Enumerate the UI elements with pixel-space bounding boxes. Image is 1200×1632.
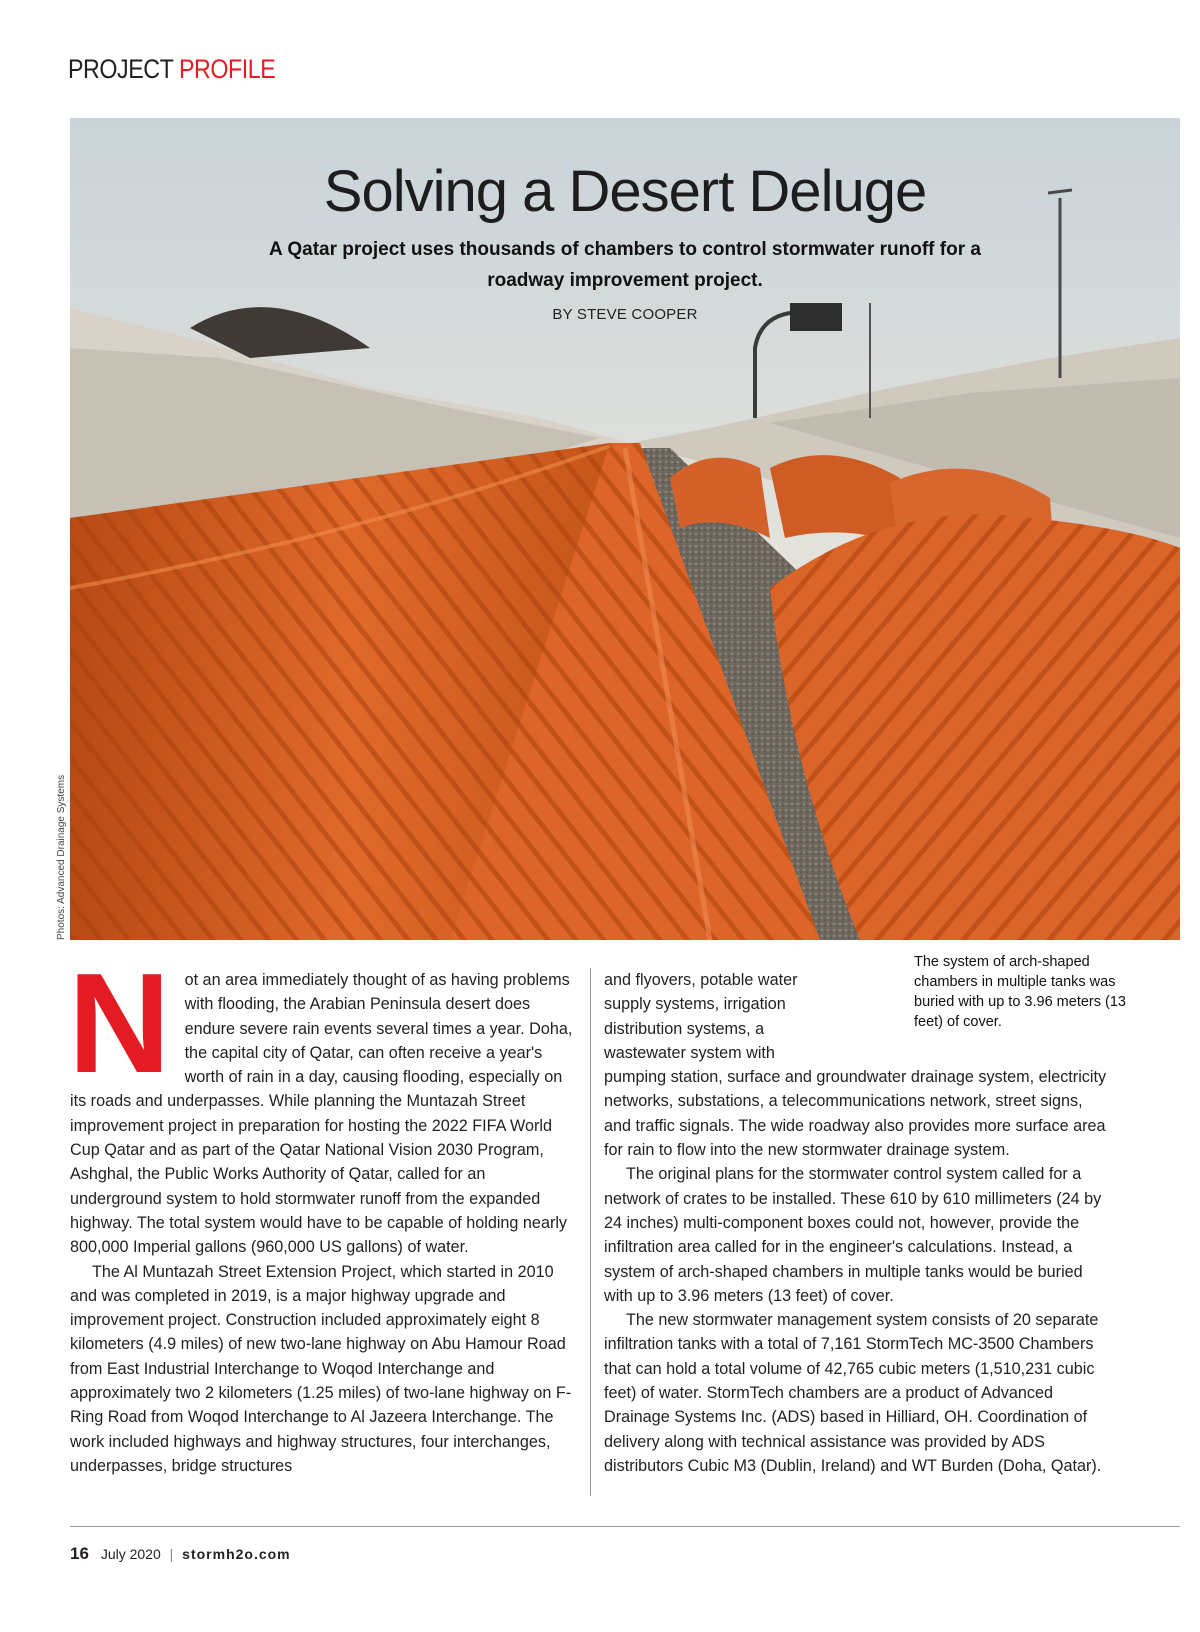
article-paragraph-2: The Al Muntazah Street Extension Project, which started in 2010 and was completed in 2019, is a major highway upgrade and improvement project. Construction included approximately eight 8 kilometers (4.9 miles) of new two-lane highway on Abu Hamour Road from East Industrial Interchange to Woqod Interchange and approximately two 2 kilometers (1.25 miles) of two-lane highway on F-Ring Road from Woqod Interchange to Al Jazeera Interchange. The work included highways and highway structures, four interchanges, underpasses, bridge structures xyxy=(70,1262,572,1475)
section-header xyxy=(68,54,275,85)
article-byline: BY STEVE COOPER xyxy=(552,306,698,323)
column-divider xyxy=(590,968,591,1496)
page-footer xyxy=(70,1544,291,1564)
article-column-2 xyxy=(604,968,1112,1478)
caption-wrap-space xyxy=(840,968,1112,1065)
section-header-word2: PROFILE xyxy=(178,54,276,84)
issue-date: July 2020 xyxy=(100,1546,161,1562)
article-title: Solving a Desert Deluge xyxy=(323,159,927,224)
article-paragraph-5: The new stormwater management system consists of 20 separate infiltration tanks with a total of 7,161 StormTech MC-3500 Chambers that can hold a total volume of 42,765 cubic meters (1,510,231 cubic feet) of water. StormTech chambers are a product of Advanced Drainage Systems Inc. (ADS) based in Hilliard, OH. Coordination of delivery along with technical assistance was provided by ADS distributors Cubic M3 (Dublin, Ireland) and WT Burden (Doha, Qatar). xyxy=(604,1311,1102,1475)
paragraph-1-text: ot an area immediately thought of as having problems with flooding, the Arabian Peninsula desert does endure severe rain events several times a year. Doha, the capital city of Qatar, can often receive a year's worth of rain in a day, causing flooding, especially on its roads and underpasses. While planning the Muntazah Street improvement project in preparation for hosting the 2022 FIFA World Cup Qatar and as part of the Qatar National Vision 2030 Program, Ashghal, the Public Works Authority of Qatar, called for an underground system to hold stormwater runoff from the expanded highway. The total system would have to be capable of holding nearly 800,000 Imperial gallons (960,000 US gallons) of water. xyxy=(70,971,573,1257)
section-header-word1: PROJECT xyxy=(68,54,173,84)
article-paragraph-1 xyxy=(68,944,575,1260)
footer-divider xyxy=(70,1526,1180,1527)
page-number: 16 xyxy=(70,1544,89,1563)
hero-photo xyxy=(70,118,1180,940)
footer-separator: | xyxy=(169,1546,174,1562)
article-subtitle: A Qatar project uses thousands of chambers to control stormwater runoff for a roadway improvement project. xyxy=(269,239,981,291)
article-column-1 xyxy=(68,944,575,1478)
article-paragraph-3: and flyovers, potable water supply systems, irrigation distribution systems, a wastewater system with pumping station, surface and groundwater drainage system, electricity networks, substations, a telecommunications network, street signs, and traffic signals. The wide roadway also provides more surface area for rain to flow into the new stormwater drainage system. xyxy=(604,971,1107,1160)
article-paragraph-4: The original plans for the stormwater control system called for a network of crates to be installed. These 610 by 610 millimeters (24 by 24 inches) multi-component boxes could not, however, provide the infiltration area called for in the engineer's calculations. Instead, a system of arch-shaped chambers in multiple tanks would be buried with up to 3.96 meters (13 feet) of cover. xyxy=(604,1165,1102,1305)
drop-cap: N xyxy=(68,944,171,1103)
photo-credit: Photos: Advanced Drainage Systems xyxy=(56,774,67,940)
photo-caption: The system of arch-shaped chambers in multiple tanks was buried with up to 3.96 meters (13 feet) of cover. xyxy=(914,954,1126,1030)
website-link[interactable]: stormh2o.com xyxy=(182,1546,291,1562)
